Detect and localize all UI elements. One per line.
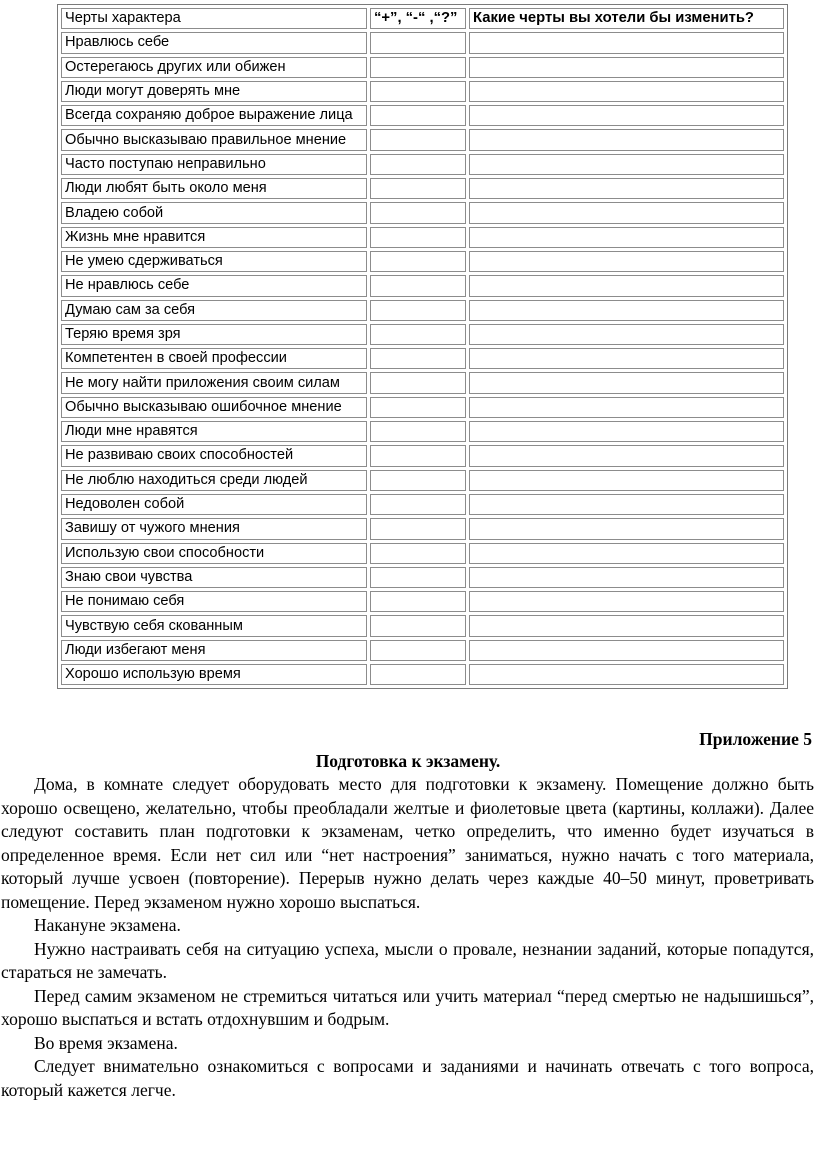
mark-cell[interactable] [370, 567, 466, 588]
change-cell[interactable] [469, 202, 784, 223]
change-cell[interactable] [469, 154, 784, 175]
change-cell[interactable] [469, 421, 784, 442]
mark-cell[interactable] [370, 494, 466, 515]
change-cell[interactable] [469, 324, 784, 345]
change-cell[interactable] [469, 105, 784, 126]
paragraph: Нужно настраивать себя на ситуацию успеха, мысли о провале, незнании заданий, которые попадутся, стараться не замечать. [1, 938, 814, 982]
mark-cell[interactable] [370, 324, 466, 345]
mark-cell[interactable] [370, 129, 466, 150]
table-row [61, 57, 784, 78]
page-title: Подготовка к экзамену. [315, 751, 501, 771]
trait-label: Нравлюсь себе [61, 32, 367, 53]
trait-label: Недоволен собой [61, 494, 367, 515]
change-cell[interactable] [469, 81, 784, 102]
change-cell[interactable] [469, 129, 784, 150]
change-cell[interactable] [469, 300, 784, 321]
trait-label: Не развиваю своих способностей [61, 445, 367, 466]
change-cell[interactable] [469, 275, 784, 296]
trait-label: Люди любят быть около меня [61, 178, 367, 199]
paragraph: Во время экзамена. [34, 1032, 178, 1053]
table-row [61, 664, 784, 685]
mark-cell[interactable] [370, 81, 466, 102]
trait-label: Люди избегают меня [61, 640, 367, 661]
table-row [61, 154, 784, 175]
table-row [61, 567, 784, 588]
mark-cell[interactable] [370, 543, 466, 564]
table-row [61, 129, 784, 150]
change-cell[interactable] [469, 543, 784, 564]
trait-label: Использую свои способности [61, 543, 367, 564]
change-cell[interactable] [469, 397, 784, 418]
trait-label: Компетентен в своей профессии [61, 348, 367, 369]
appendix-label: Приложение 5 [699, 729, 812, 749]
table-header-row [61, 8, 784, 29]
change-cell[interactable] [469, 227, 784, 248]
mark-cell[interactable] [370, 178, 466, 199]
mark-cell[interactable] [370, 470, 466, 491]
trait-label: Часто поступаю неправильно [61, 154, 367, 175]
table-row [61, 397, 784, 418]
mark-cell[interactable] [370, 640, 466, 661]
header-marks: “+”, “-“ ,“?” [370, 8, 466, 29]
trait-label: Чувствую себя скованным [61, 615, 367, 636]
table-row [61, 470, 784, 491]
character-traits-table [57, 4, 788, 689]
mark-cell[interactable] [370, 251, 466, 272]
trait-label: Завишу от чужого мнения [61, 518, 367, 539]
change-cell[interactable] [469, 57, 784, 78]
change-cell[interactable] [469, 494, 784, 515]
table-row [61, 105, 784, 126]
header-change: Какие черты вы хотели бы изменить? [469, 8, 784, 29]
trait-label: Обычно высказываю ошибочное мнение [61, 397, 367, 418]
mark-cell[interactable] [370, 154, 466, 175]
mark-cell[interactable] [370, 202, 466, 223]
mark-cell[interactable] [370, 300, 466, 321]
trait-label: Теряю время зря [61, 324, 367, 345]
trait-label: Знаю свои чувства [61, 567, 367, 588]
table-row [61, 251, 784, 272]
trait-label: Остерегаюсь других или обижен [61, 57, 367, 78]
trait-label: Жизнь мне нравится [61, 227, 367, 248]
table-row [61, 81, 784, 102]
change-cell[interactable] [469, 518, 784, 539]
header-traits: Черты характера [61, 8, 367, 29]
mark-cell[interactable] [370, 397, 466, 418]
paragraph: Накануне экзамена. [34, 915, 181, 935]
mark-cell[interactable] [370, 518, 466, 539]
table-row [61, 300, 784, 321]
table-row [61, 324, 784, 345]
change-cell[interactable] [469, 664, 784, 685]
mark-cell[interactable] [370, 615, 466, 636]
mark-cell[interactable] [370, 105, 466, 126]
table-row [61, 518, 784, 539]
mark-cell[interactable] [370, 227, 466, 248]
body-text [1, 773, 814, 1102]
trait-label: Люди мне нравятся [61, 421, 367, 442]
trait-label: Не нравлюсь себе [61, 275, 367, 296]
change-cell[interactable] [469, 348, 784, 369]
mark-cell[interactable] [370, 275, 466, 296]
table-row [61, 178, 784, 199]
change-cell[interactable] [469, 445, 784, 466]
trait-label: Не могу найти приложения своим силам [61, 372, 367, 393]
change-cell[interactable] [469, 567, 784, 588]
mark-cell[interactable] [370, 421, 466, 442]
mark-cell[interactable] [370, 348, 466, 369]
paragraph: Перед самим экзаменом не стремиться читаться или учить материал “перед смертью не надышишься”, хорошо выспаться и встать отдохнувшим и бодрым. [1, 985, 814, 1029]
mark-cell[interactable] [370, 591, 466, 612]
change-cell[interactable] [469, 591, 784, 612]
table-row [61, 543, 784, 564]
trait-label: Не умею сдерживаться [61, 251, 367, 272]
table-row [61, 615, 784, 636]
traits-table-body [61, 8, 784, 685]
mark-cell[interactable] [370, 57, 466, 78]
mark-cell[interactable] [370, 32, 466, 53]
change-cell[interactable] [469, 251, 784, 272]
table-row [61, 32, 784, 53]
change-cell[interactable] [469, 178, 784, 199]
trait-label: Обычно высказываю правильное мнение [61, 129, 367, 150]
trait-label: Думаю сам за себя [61, 300, 367, 321]
table-row [61, 275, 784, 296]
trait-label: Владею собой [61, 202, 367, 223]
trait-label: Люди могут доверять мне [61, 81, 367, 102]
table-row [61, 372, 784, 393]
mark-cell[interactable] [370, 664, 466, 685]
table-row [61, 591, 784, 612]
change-cell[interactable] [469, 640, 784, 661]
paragraph: Следует внимательно ознакомиться с вопросами и заданиями и начинать отвечать с того вопроса, который кажется легче. [1, 1056, 814, 1100]
change-cell[interactable] [469, 615, 784, 636]
table-row [61, 494, 784, 515]
mark-cell[interactable] [370, 445, 466, 466]
change-cell[interactable] [469, 32, 784, 53]
change-cell[interactable] [469, 372, 784, 393]
table-row [61, 445, 784, 466]
mark-cell[interactable] [370, 372, 466, 393]
trait-label: Хорошо использую время [61, 664, 367, 685]
change-cell[interactable] [469, 470, 784, 491]
table-row [61, 202, 784, 223]
table-row [61, 348, 784, 369]
trait-label: Не понимаю себя [61, 591, 367, 612]
table-row [61, 640, 784, 661]
trait-label: Не люблю находиться среди людей [61, 470, 367, 491]
paragraph: Дома, в комнате следует оборудовать место для подготовки к экзамену. Помещение должно быть хорошо освещено, желательно, чтобы преобладали желтые и фиолетовые цвета (картины, коллажи). Далее следуют составить план подготовки к экзаменам, четко определить, что именно будет изучаться в определенное время. Если нет сил или “нет настроения” заниматься, нужно начать с того материала, который лучше усвоен (повторение). Перерыв нужно делать через каждые 40–50 минут, проветривать помещение. Перед экзаменом нужно хорошо выспаться. [1, 774, 814, 912]
table-row [61, 421, 784, 442]
trait-label: Всегда сохраняю доброе выражение лица [61, 105, 367, 126]
table-row [61, 227, 784, 248]
